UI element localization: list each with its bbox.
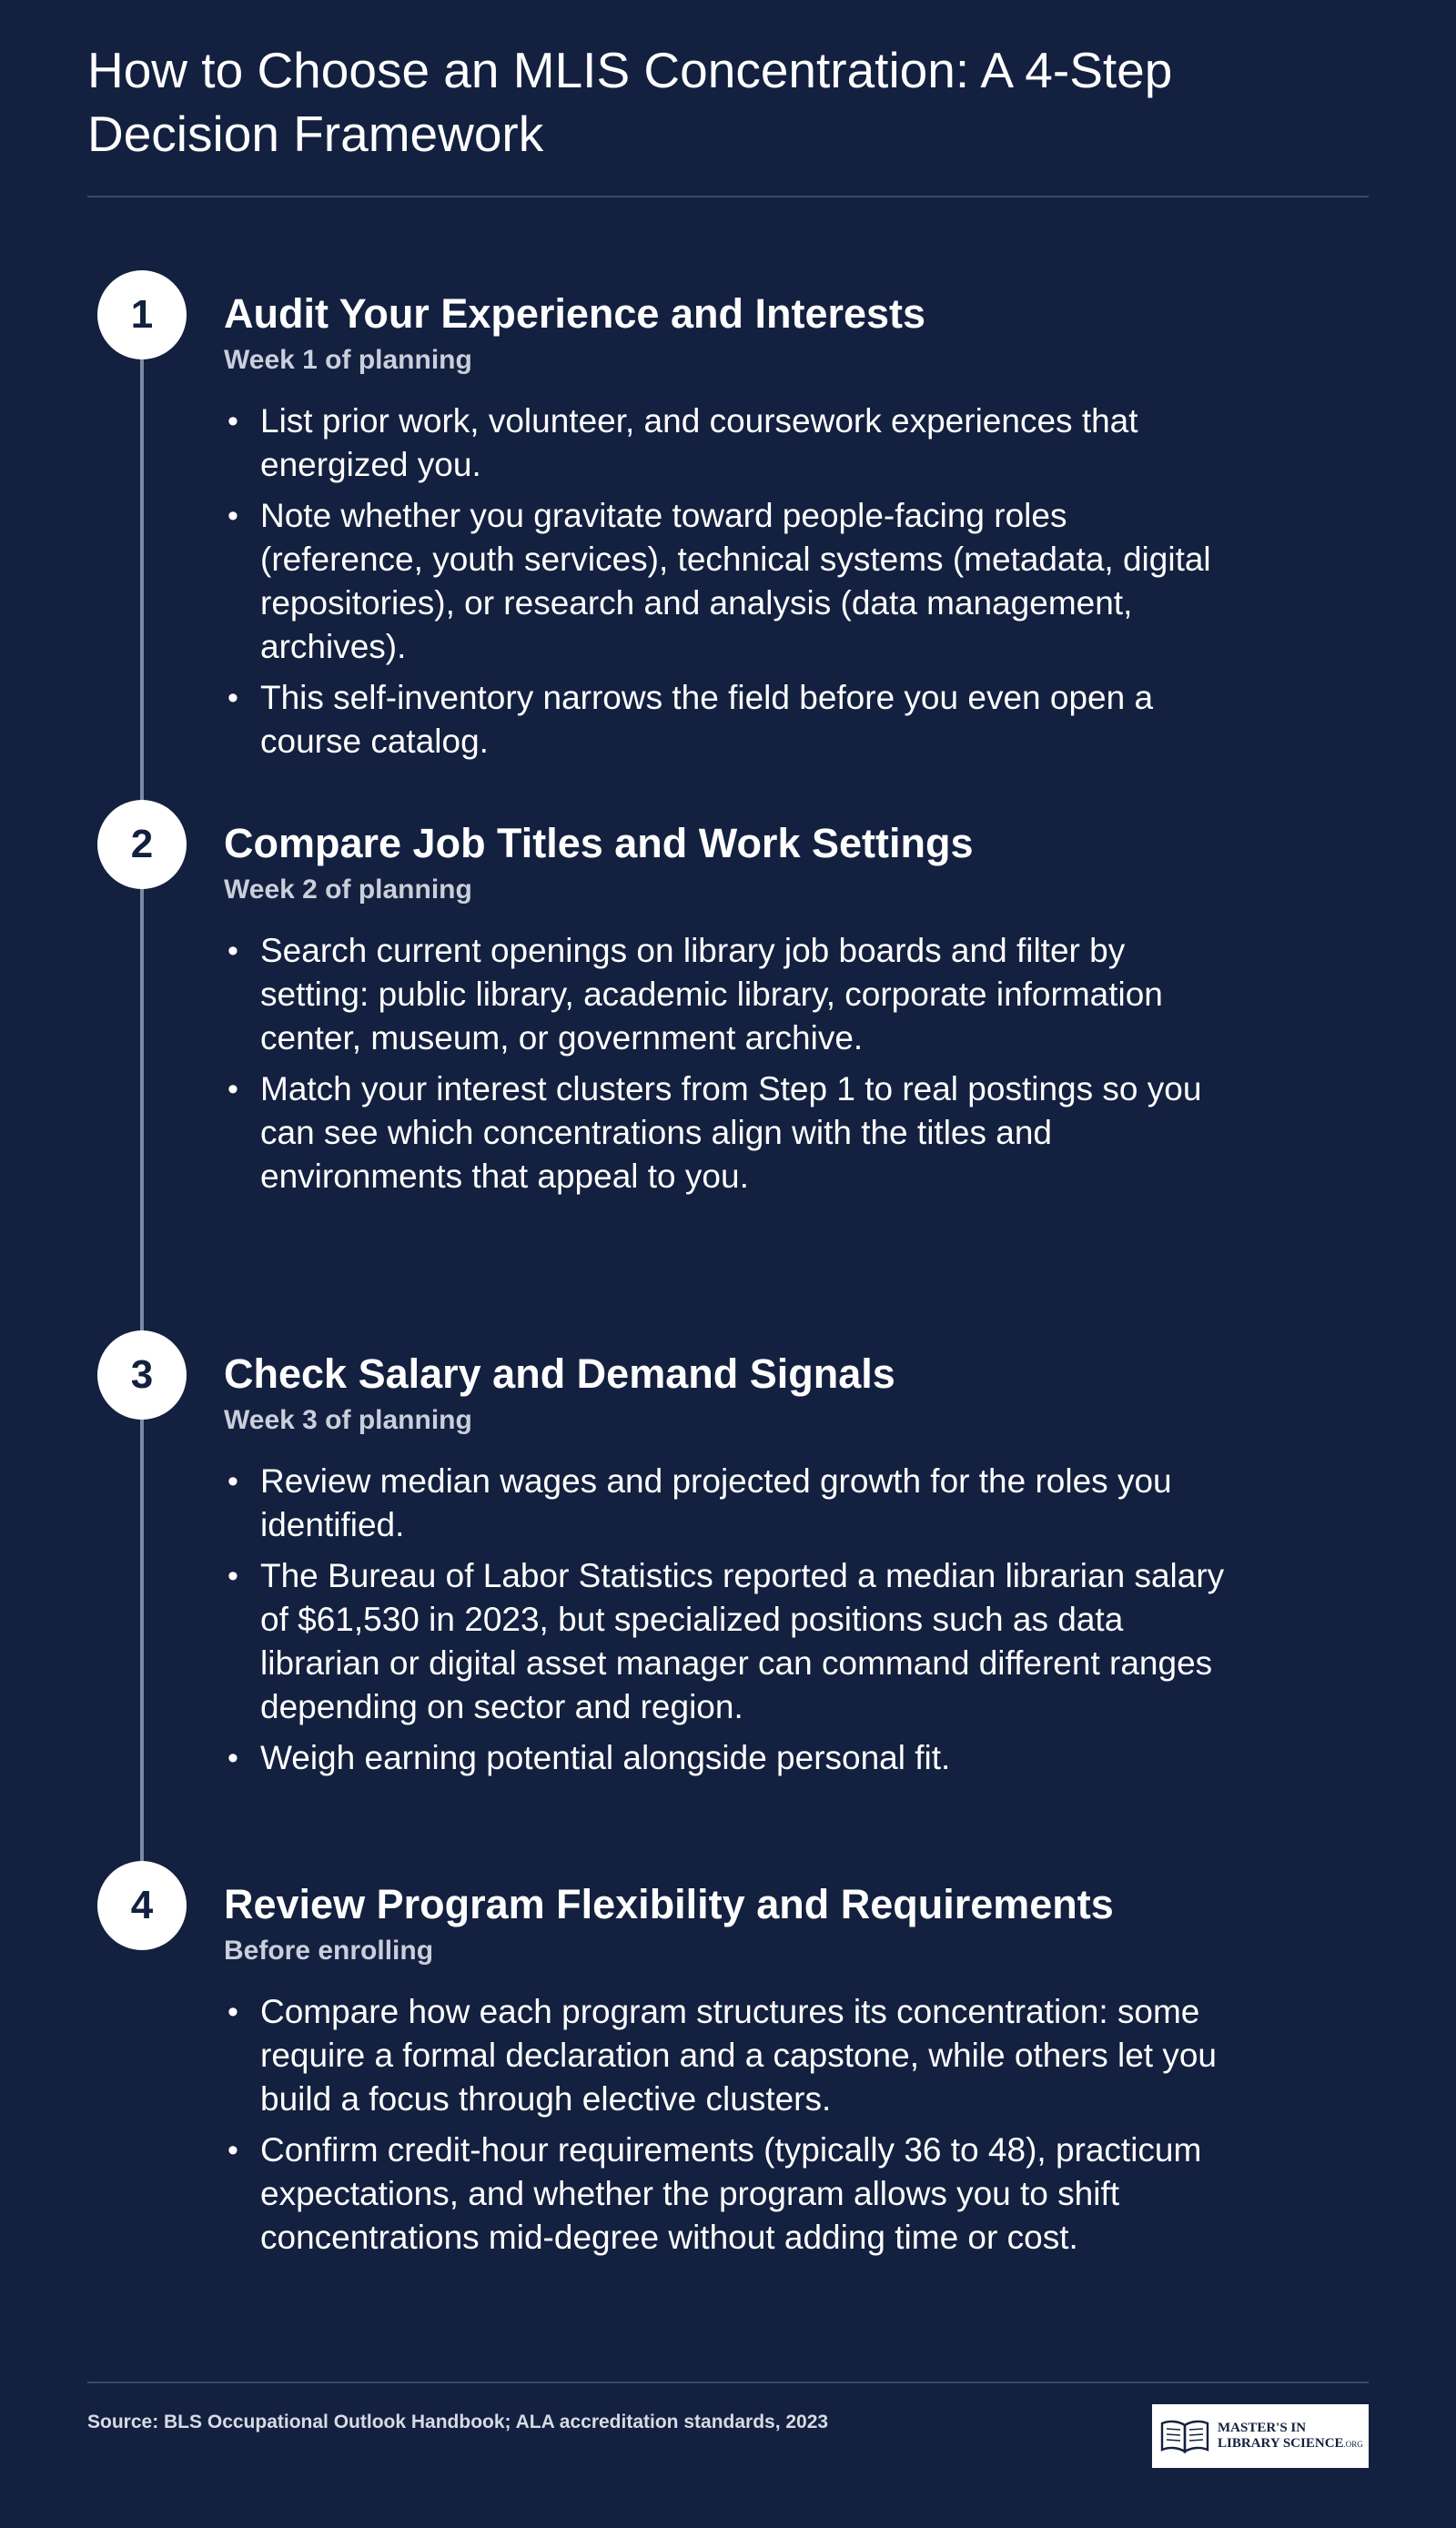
list-item: • The Bureau of Labor Statistics reported a median librarian salary of $61,530 in 2023, but specialized positions such as data librarian or digital asset manager can command different ranges depending on sector and region.	[224, 1554, 1225, 1729]
list-item: • This self-inventory narrows the field before you even open a course catalog.	[224, 676, 1225, 763]
step-subtitle: Before enrolling	[224, 1936, 434, 1966]
step-title: Review Program Flexibility and Requirements	[224, 1881, 1114, 1927]
timeline-line	[140, 317, 144, 1900]
step-bullet-list	[224, 399, 1225, 771]
list-item: • Search current openings on library job boards and filter by setting: public library, academic library, corporate information center, museum, or government archive.	[224, 929, 1225, 1060]
step-bullet-list	[224, 1460, 1225, 1787]
step-subtitle: Week 2 of planning	[224, 875, 472, 905]
step-title: Audit Your Experience and Interests	[224, 290, 926, 337]
step-bullet-list	[224, 1990, 1225, 2267]
page-title: How to Choose an MLIS Concentration: A 4-Step Decision Framework	[87, 42, 1173, 162]
list-item: • Match your interest clusters from Step 1 to real postings so you can see which concentrations align with the titles and environments that appeal to you.	[224, 1067, 1225, 1198]
step-bullet-list	[224, 929, 1225, 1206]
step-number-badge: 2	[97, 800, 187, 889]
list-item: • List prior work, volunteer, and coursework experiences that energized you.	[224, 399, 1225, 487]
step-title: Check Salary and Demand Signals	[224, 1350, 895, 1397]
bullet-icon: •	[228, 1559, 238, 1593]
step-number-badge: 3	[97, 1330, 187, 1420]
step-number-badge: 1	[97, 270, 187, 359]
list-item: • Weigh earning potential alongside personal fit.	[224, 1736, 1225, 1780]
step-subtitle: Week 1 of planning	[224, 345, 472, 375]
source-note: Source: BLS Occupational Outlook Handbook; ALA accreditation standards, 2023	[87, 2412, 829, 2432]
step-subtitle: Week 3 of planning	[224, 1405, 472, 1435]
infographic-page	[87, 0, 1369, 2528]
logo-wordmark: MASTER'S IN LIBRARY SCIENCE.ORG	[1218, 2420, 1363, 2451]
bullet-icon: •	[228, 1072, 238, 1107]
site-logo	[1152, 2404, 1369, 2468]
bullet-icon: •	[228, 404, 238, 439]
bullet-icon: •	[228, 1995, 238, 2029]
list-item: • Confirm credit-hour requirements (typically 36 to 48), practicum expectations, and whether the program allows you to shift concentrations mid-degree without adding time or cost.	[224, 2129, 1225, 2260]
bullet-icon: •	[228, 934, 238, 968]
bullet-icon: •	[228, 499, 238, 533]
bullet-icon: •	[228, 2133, 238, 2168]
bullet-icon: •	[228, 681, 238, 715]
header-divider	[87, 196, 1369, 197]
footer-divider	[87, 2381, 1369, 2383]
step-title: Compare Job Titles and Work Settings	[224, 820, 974, 866]
list-item: • Note whether you gravitate toward people-facing roles (reference, youth services), technical systems (metadata, digital repositories), or research and analysis (data management, archives).	[224, 494, 1225, 669]
list-item: • Compare how each program structures its concentration: some require a formal declaration and a capstone, while others let you build a focus through elective clusters.	[224, 1990, 1225, 2121]
bullet-icon: •	[228, 1741, 238, 1775]
open-book-icon	[1159, 2417, 1210, 2455]
step-number-badge: 4	[97, 1861, 187, 1950]
bullet-icon: •	[228, 1464, 238, 1499]
list-item: • Review median wages and projected growth for the roles you identified.	[224, 1460, 1225, 1547]
